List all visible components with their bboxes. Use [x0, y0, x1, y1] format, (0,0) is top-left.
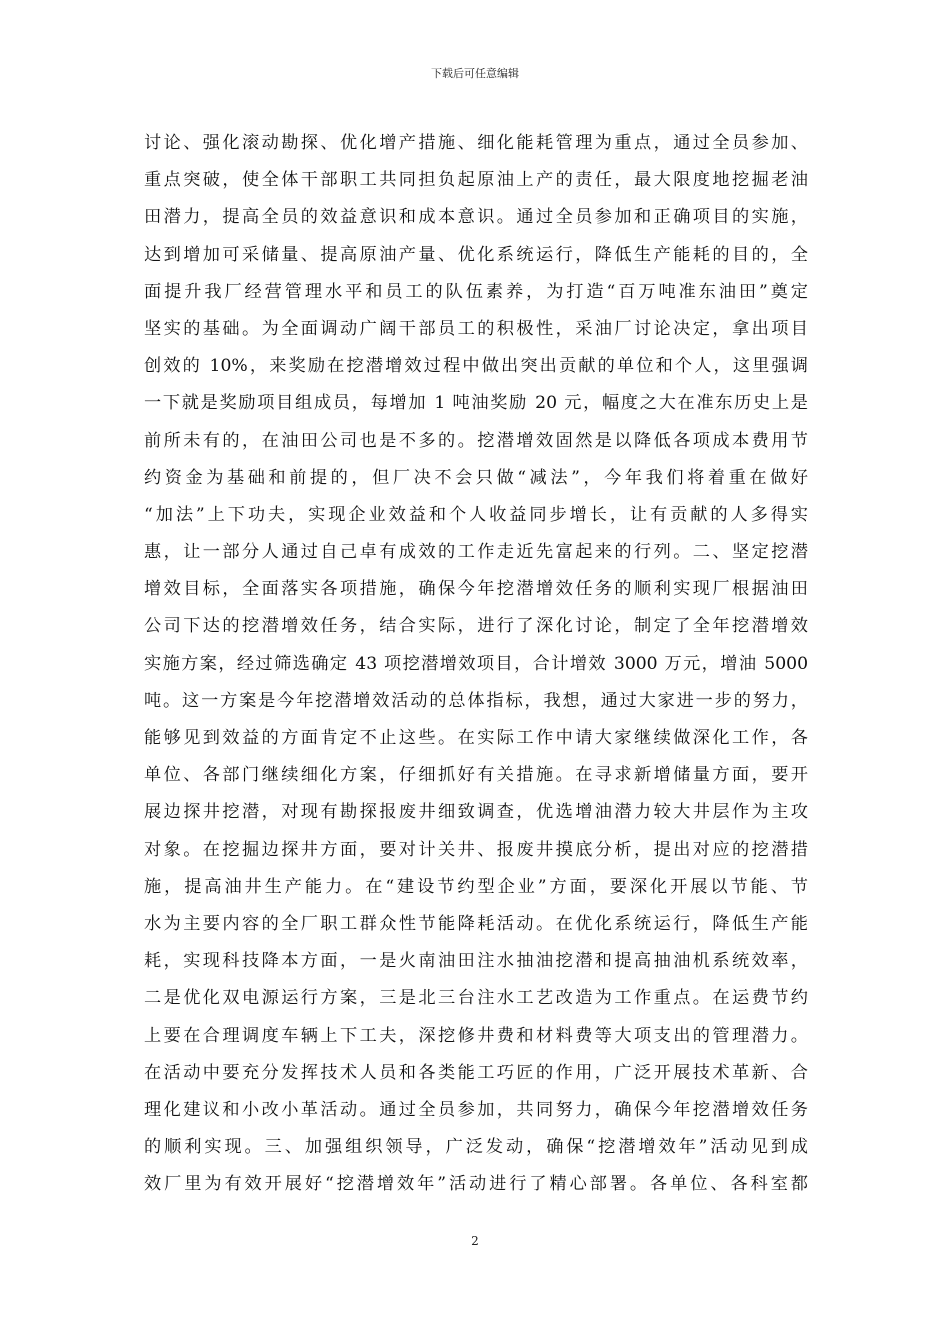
text-line: 坚实的基础。为全面调动广阔干部员工的积极性，采油厂讨论决定，拿出项目	[144, 318, 808, 339]
text-line: 增效目标，全面落实各项措施，确保今年挖潜增效任务的顺利实现厂根据油田	[144, 579, 808, 600]
text-line: 面提升我厂经营管理水平和员工的队伍素养，为打造“百万吨准东油田”奠定	[144, 281, 808, 302]
text-line: 讨论、强化滚动勘探、优化增产措施、细化能耗管理为重点，通过全员参加、	[144, 133, 808, 153]
text-line: 效厂里为有效开展好“挖潜增效年”活动进行了精心部署。各单位、各科室都	[144, 1174, 808, 1195]
text-line: 水为主要内容的全厂职工群众性节能降耗活动。在优化系统运行，降低生产能	[144, 913, 808, 934]
text-line: 在活动中要充分发挥技术人员和各类能工巧匠的作用，广泛开展技术革新、合	[144, 1062, 808, 1083]
text-line: 理化建议和小改小革活动。通过全员参加，共同努力，确保今年挖潜增效任务	[144, 1099, 808, 1120]
text-line: 耗，实现科技降本方面，一是火南油田注水抽油挖潜和提高抽油机系统效率，	[144, 951, 808, 972]
text-line: 约资金为基础和前提的，但厂决不会只做“减法”，今年我们将着重在做好	[144, 467, 808, 488]
text-line: 二是优化双电源运行方案，三是北三台注水工艺改造为工作重点。在运费节约	[144, 988, 808, 1009]
text-line: 前所未有的，在油田公司也是不多的。挖潜增效固然是以降低各项成本费用节	[144, 430, 808, 451]
page-number: 2	[471, 1234, 479, 1248]
body-text	[144, 125, 808, 1203]
text-line: 上要在合理调度车辆上下工夫，深挖修井费和材料费等大项支出的管理潜力。	[144, 1025, 808, 1046]
text-line: 创效的 10%，来奖励在挖潜增效过程中做出突出贡献的单位和个人，这里强调	[144, 356, 808, 377]
text-line: 公司下达的挖潜增效任务，结合实际，进行了深化讨论，制定了全年挖潜增效	[144, 616, 808, 637]
text-line: 展边探井挖潜，对现有勘探报废井细致调查，优选增油潜力较大井层作为主攻	[144, 802, 808, 823]
text-line: 重点突破，使全体干部职工共同担负起原油上产的责任，最大限度地挖掘老油	[144, 170, 808, 191]
text-line: 实施方案，经过筛选确定 43 项挖潜增效项目，合计增效 3000 万元，增油 5000	[144, 653, 808, 674]
text-line: 一下就是奖励项目组成员，每增加 1 吨油奖励 20 元，幅度之大在准东历史上是	[144, 393, 808, 414]
text-line: 田潜力，提高全员的效益意识和成本意识。通过全员参加和正确项目的实施，	[144, 207, 808, 228]
text-line: 能够见到效益的方面肯定不止这些。在实际工作中请大家继续做深化工作，各	[144, 728, 808, 748]
text-line: 的顺利实现。三、加强组织领导，广泛发动，确保“挖潜增效年”活动见到成	[144, 1137, 808, 1158]
page-header: 下载后可任意编辑	[431, 67, 519, 80]
text-line: 达到增加可采储量、提高原油产量、优化系统运行，降低生产能耗的目的，全	[144, 244, 808, 265]
text-line: 吨。这一方案是今年挖潜增效活动的总体指标，我想，通过大家进一步的努力，	[144, 690, 808, 711]
text-line: 单位、各部门继续细化方案，仔细抓好有关措施。在寻求新增储量方面，要开	[144, 765, 808, 786]
text-line: 对象。在挖掘边探井方面，要对计关井、报废井摸底分析，提出对应的挖潜措	[144, 839, 808, 860]
text-line: 惠，让一部分人通过自己卓有成效的工作走近先富起来的行列。二、坚定挖潜	[144, 542, 808, 563]
text-line: “加法”上下功夫，实现企业效益和个人收益同步增长，让有贡献的人多得实	[144, 504, 808, 525]
text-line: 施，提高油井生产能力。在“建设节约型企业”方面，要深化开展以节能、节	[144, 876, 808, 897]
